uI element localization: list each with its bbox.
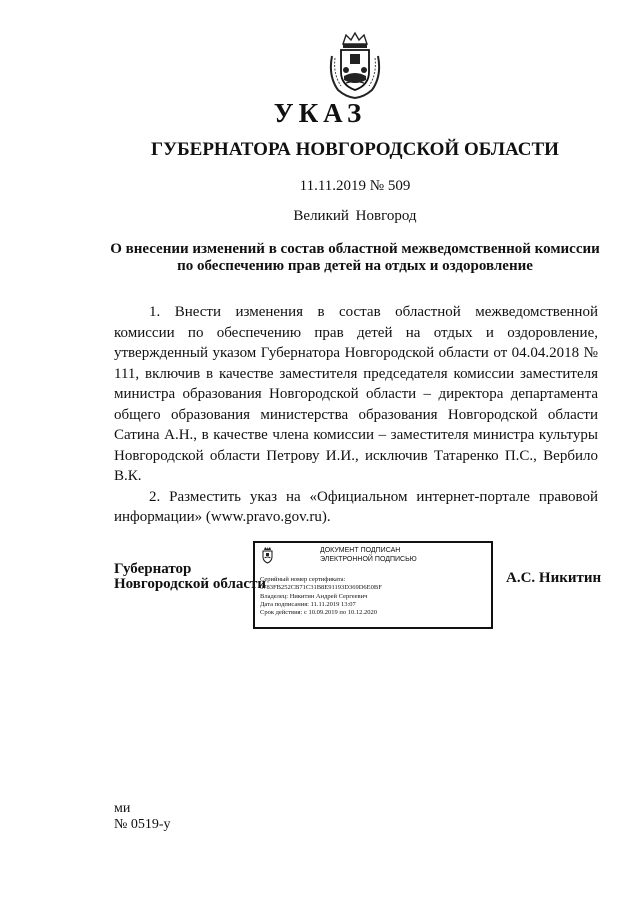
stamp-signed-date: Дата подписания: 11.11.2019 13:07 bbox=[260, 600, 356, 608]
electronic-signature-stamp bbox=[253, 541, 493, 629]
footer-reg-number: № 0519-у bbox=[114, 817, 171, 832]
signatory-title-line-2: Новгородской области bbox=[114, 576, 267, 592]
signatory-name: А.С. Никитин bbox=[506, 570, 602, 586]
stamp-details bbox=[260, 576, 486, 617]
footer-initials: ми bbox=[114, 801, 131, 816]
stamp-coat-of-arms-icon bbox=[260, 546, 275, 564]
document-city: Великий Новгород bbox=[293, 208, 417, 224]
paragraph-2: 2. Разместить указ на «Официальном интернет-портале правовой информации» (www.pravo.gov.ru). bbox=[114, 488, 598, 525]
signatory-title-line-1: Губернатор bbox=[114, 561, 192, 577]
document-subtitle: ГУБЕРНАТОРА НОВГОРОДСКОЙ ОБЛАСТИ bbox=[151, 139, 559, 160]
heading-line-1: О внесении изменений в состав областной межведомственной комиссии bbox=[110, 241, 600, 257]
coat-of-arms-icon bbox=[326, 30, 384, 100]
paragraph-1: 1. Внести изменения в состав областной межведомственной комиссии по обеспечению прав детей на отдых и оздоровление, утвержденный указом Губернатора Новгородской области от 04.04.2018 № 111, включив в качестве заместителя председателя комиссии заместителя министра образования Новгородской области – директора департамента общего образования министерства образования Новгородской области Сатина А.Н., в качестве члена комиссии – заместителя министра культуры Новгородской области Петрову И.И., исключив Татаренко П.С., Вербило В.К. bbox=[114, 304, 598, 484]
document-date-number: 11.11.2019 № 509 bbox=[299, 178, 411, 194]
document-title: УКАЗ bbox=[273, 98, 367, 128]
document-footer bbox=[114, 801, 171, 833]
stamp-cert-label: Серийный номер сертификата: bbox=[260, 576, 346, 583]
stamp-validity: Срок действия: с 10.09.2019 по 10.12.2020 bbox=[260, 609, 377, 617]
document-body bbox=[114, 302, 598, 528]
heading-line-2: по обеспечению прав детей на отдых и оздоровление bbox=[177, 258, 533, 274]
signatory-title bbox=[114, 562, 266, 592]
stamp-cert-number: 0783FB252CB71C31B8E91193D369D6E0BF bbox=[260, 584, 382, 592]
stamp-header-line-2: ЭЛЕКТРОННОЙ ПОДПИСЬЮ bbox=[320, 556, 417, 563]
stamp-header bbox=[320, 546, 486, 564]
document-heading bbox=[110, 241, 600, 275]
stamp-header-line-1: ДОКУМЕНТ ПОДПИСАН bbox=[320, 547, 401, 554]
stamp-owner: Владелец: Никитин Андрей Сергеевич bbox=[260, 592, 368, 600]
